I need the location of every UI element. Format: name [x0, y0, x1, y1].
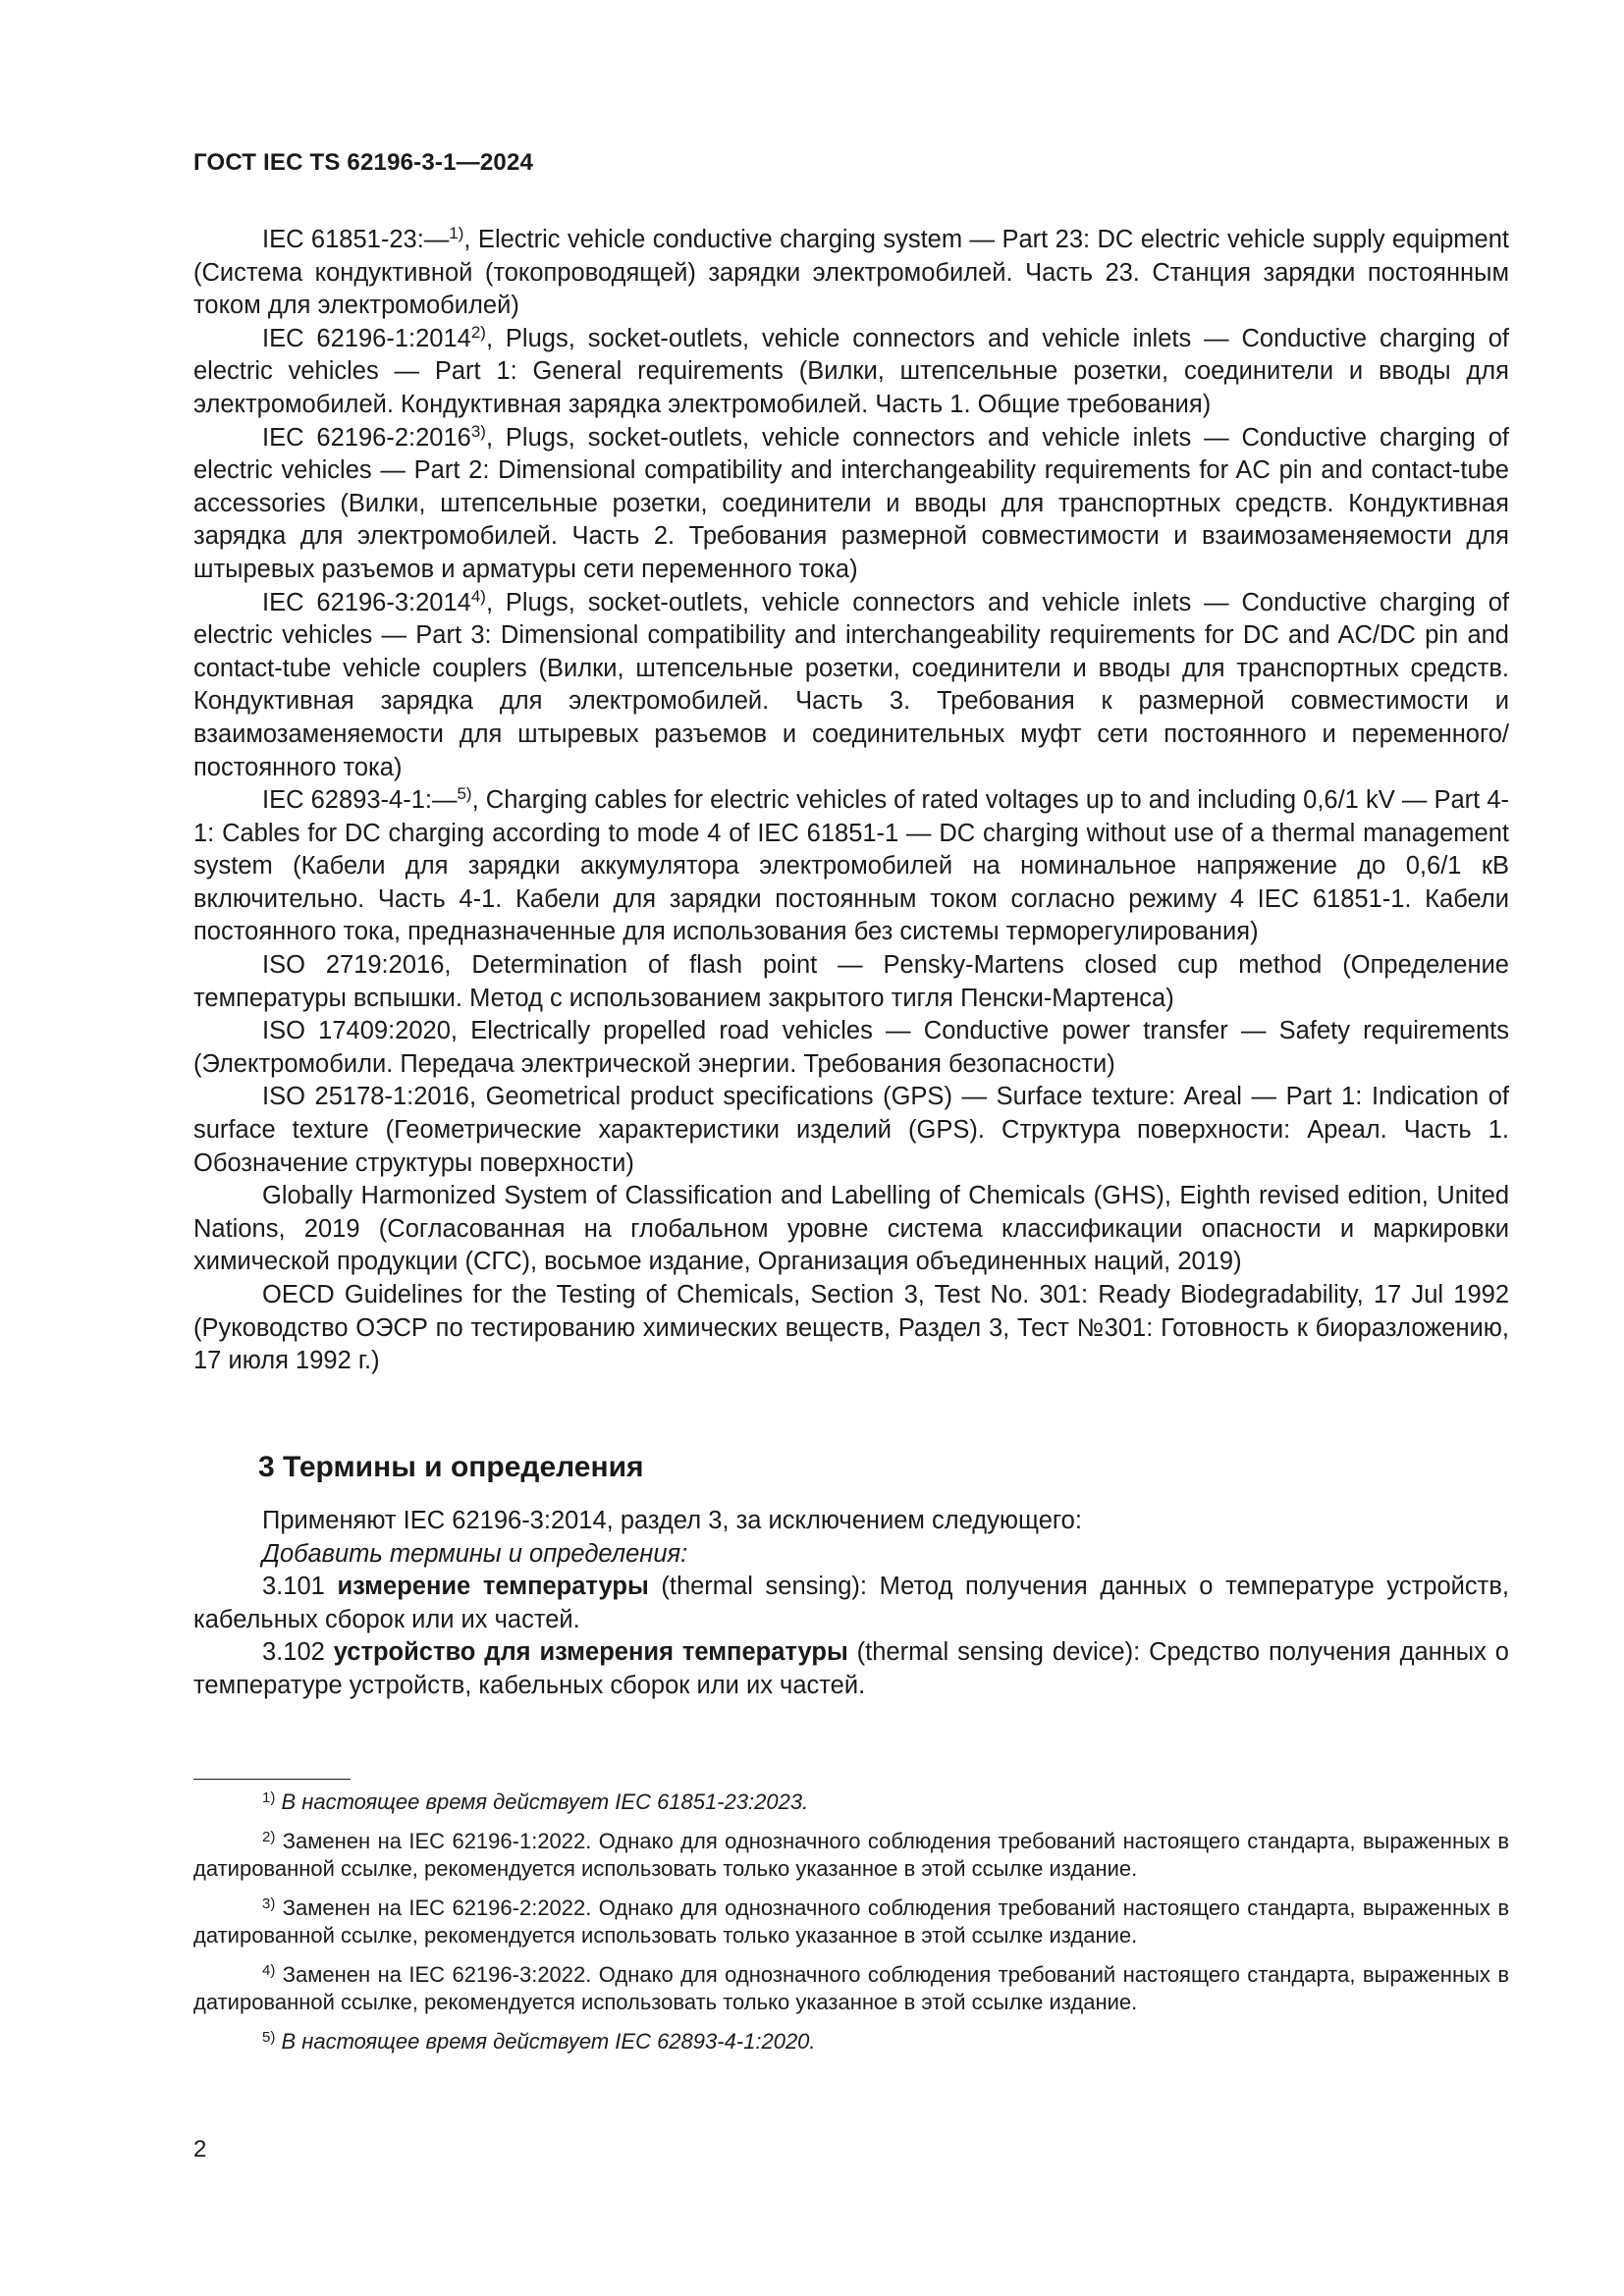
- reference-item: [193, 784, 1509, 949]
- term-number: 3.102: [262, 1638, 325, 1667]
- footnote: [193, 1895, 1509, 1949]
- footnote-mark: 4): [470, 586, 486, 606]
- reference-code: IEC 62893-4-1:—: [262, 786, 458, 815]
- reference-code: IEC 61851-23:—: [262, 226, 450, 253]
- reference-item: [193, 1279, 1509, 1378]
- add-terms-note: Добавить термины и определения:: [262, 1539, 688, 1568]
- reference-item: [193, 1081, 1509, 1180]
- reference-item: [193, 323, 1509, 422]
- reference-text: , Charging cables for electric vehicles of rated voltages up to and including 0,6/1 kV — Part 4-1: Cables for DC charging according to mode 4 of IEC 61851-1 — DC charging without use of a thermal management system (Кабели для зарядки аккумулятора электромобилей на номинальное напряжение до 0,6/1 кВ включительно. Часть 4-1. Кабели для зарядки постоянным током согласно режиму 4 IEC 61851-1. Кабели постоянного тока, предназначенные для использования без системы терморегулирования): [193, 786, 1510, 946]
- footnote-mark: 3): [262, 1896, 276, 1912]
- reference-code: OECD Guidelines for the Testing of Chemicals: [262, 1281, 794, 1308]
- footnote-text: Заменен на IEC 62196-3:2022. Однако для однозначного соблюдения требований настоящего стандарта, выраженных в датированной ссылке, рекомендуется использовать только указанное в этой ссылке издание.: [193, 1962, 1510, 2014]
- section-intro: Применяют IEC 62196-3:2014, раздел 3, за исключением следующего:: [262, 1507, 1082, 1534]
- normative-references-list: [193, 224, 1509, 1378]
- term-entry: [193, 1571, 1509, 1636]
- term-definition: : Метод получения данных о температуре устройств, кабельных сборок или их частей.: [193, 1573, 1509, 1633]
- footnote-mark: 5): [457, 784, 472, 804]
- footnote-mark: 3): [470, 421, 486, 441]
- reference-item: [193, 1015, 1509, 1081]
- footnote: [193, 1961, 1509, 2016]
- footnote-mark: 4): [262, 1962, 276, 1979]
- term-english: (thermal sensing): [648, 1573, 860, 1601]
- reference-text: , Eighth revised edition, United Nations, 2019 (Согласованная на глобальном уровне система классификации опасности и маркировки химической продукции (СГС), восьмое издание, Организация объединенных наций, 2019): [193, 1182, 1509, 1276]
- term-name: измерение температуры: [337, 1573, 649, 1601]
- footnote-mark: 2): [262, 1829, 276, 1845]
- reference-code: IEC 62196-2:2016: [262, 423, 471, 452]
- reference-text: , Plugs, socket-outlets, vehicle connectors and vehicle inlets — Conductive charging of electric vehicles — Part 3: Dimensional compatibility and interchangeability requirements for DC and AC/DC pin and contact-tube vehicle couplers (Вилки, штепсельные розетки, соединители и вводы для транспортных средств. Кондуктивная зарядка для электромобилей. Часть 3. Требования к размерной совместимости и взаимозаменяемости для штыревых разъемов и соединительных муфт сети постоянного и переменного/постоянного тока): [193, 588, 1509, 781]
- footnote-text: Заменен на IEC 62196-2:2022. Однако для однозначного соблюдения требований настоящего стандарта, выраженных в датированной ссылке, рекомендуется использовать только указанное в этой ссылке издание.: [193, 1896, 1510, 1948]
- reference-code: ISO 17409:2020: [262, 1017, 451, 1045]
- reference-code: ISO 2719:2016: [262, 951, 445, 980]
- page-number: 2: [193, 2136, 207, 2163]
- footnote-divider: [193, 1779, 351, 1780]
- footnote-mark: 2): [470, 322, 486, 342]
- footnote: [193, 1828, 1509, 1883]
- reference-text: , Plugs, socket-outlets, vehicle connectors and vehicle inlets — Conductive charging of electric vehicles — Part 2: Dimensional compatibility and interchangeability requirements for AC pin and contact-tube accessories (Вилки, штепсельные розетки, соединители и вводы для транспортных средств. Кондуктивная зарядка для электромобилей. Часть 2. Требования размерной совместимости и взаимозаменяемости для штыревых разъемов и арматуры сети переменного тока): [193, 423, 1509, 583]
- footnote-text: В настоящее время действует IEC 61851-23:2023.: [281, 1789, 809, 1814]
- reference-text: , Electrically propelled road vehicles — Conductive power transfer — Safety requirements (Электромобили. Передача электрической энергии. Требования безопасности): [193, 1017, 1510, 1078]
- reference-text: , Electric vehicle conductive charging system — Part 23: DC electric vehicle supply equipment (Система кондуктивной (токопроводящей) зарядки электромобилей. Часть 23. Станция зарядки постоянным током для электромобилей): [193, 226, 1509, 320]
- footnote: [193, 2028, 1509, 2056]
- footnote-mark: 1): [449, 224, 464, 242]
- footnote-text: Заменен на IEC 62196-1:2022. Однако для однозначного соблюдения требований настоящего стандарта, выраженных в датированной ссылке, рекомендуется использовать только указанное в этой ссылке издание.: [193, 1829, 1510, 1881]
- reference-text: , Determination of flash point — Pensky-Martens closed cup method (Определение температуры вспышки. Метод с использованием закрытого тигля Пенски-Мартенса): [193, 951, 1509, 1012]
- footnote-text: В настоящее время действует IEC 62893-4-1:2020.: [281, 2029, 816, 2054]
- footnote-mark: 5): [262, 2029, 276, 2046]
- footnote: [193, 1789, 1509, 1816]
- reference-item: [193, 949, 1509, 1015]
- reference-code: IEC 62196-3:2014: [262, 588, 471, 616]
- reference-item: [193, 422, 1509, 587]
- footnote-mark: 1): [262, 1789, 276, 1806]
- page-header: ГОСТ IEC TS 62196-3-1—2024: [193, 149, 534, 176]
- reference-text: , Section 3, Test No. 301: Ready Biodegradability, 17 Jul 1992 (Руководство ОЭСР по тестированию химических веществ, Раздел 3, Тест №301: Готовность к биоразложению, 17 июля 1992 г.): [193, 1281, 1509, 1375]
- reference-code: IEC 62196-1:2014: [262, 324, 471, 352]
- term-number: 3.101: [262, 1573, 325, 1601]
- reference-item: [193, 587, 1509, 785]
- reference-item: [193, 1180, 1509, 1279]
- reference-text: , Geometrical product specifications (GPS) — Surface texture: Areal — Part 1: Indication of surface texture (Геометрические характеристики изделий (GPS). Структура поверхности: Ареал. Часть 1. Обозначение структуры поверхности): [193, 1083, 1509, 1177]
- term-name: устройство для измерения температуры: [333, 1638, 848, 1667]
- reference-text: , Plugs, socket-outlets, vehicle connectors and vehicle inlets — Conductive charging of electric vehicles — Part 1: General requirements (Вилки, штепсельные розетки, соединители и вводы для электромобилей. Кондуктивная зарядка электромобилей. Часть 1. Общие требования): [193, 324, 1509, 418]
- term-english: (thermal sensing device): [847, 1638, 1134, 1667]
- reference-code: ISO 25178-1:2016: [262, 1083, 469, 1111]
- section-heading: 3 Термины и определения: [258, 1451, 644, 1483]
- term-definition: : Средство получения данных о температуре устройств, кабельных сборок или их частей.: [193, 1638, 1509, 1699]
- term-entry: [193, 1636, 1509, 1702]
- section-body: [193, 1505, 1509, 1703]
- reference-code: Globally Harmonized System of Classification and Labelling of Chemicals (GHS): [262, 1182, 1164, 1210]
- reference-item: [193, 224, 1509, 323]
- footnotes: [193, 1789, 1509, 2067]
